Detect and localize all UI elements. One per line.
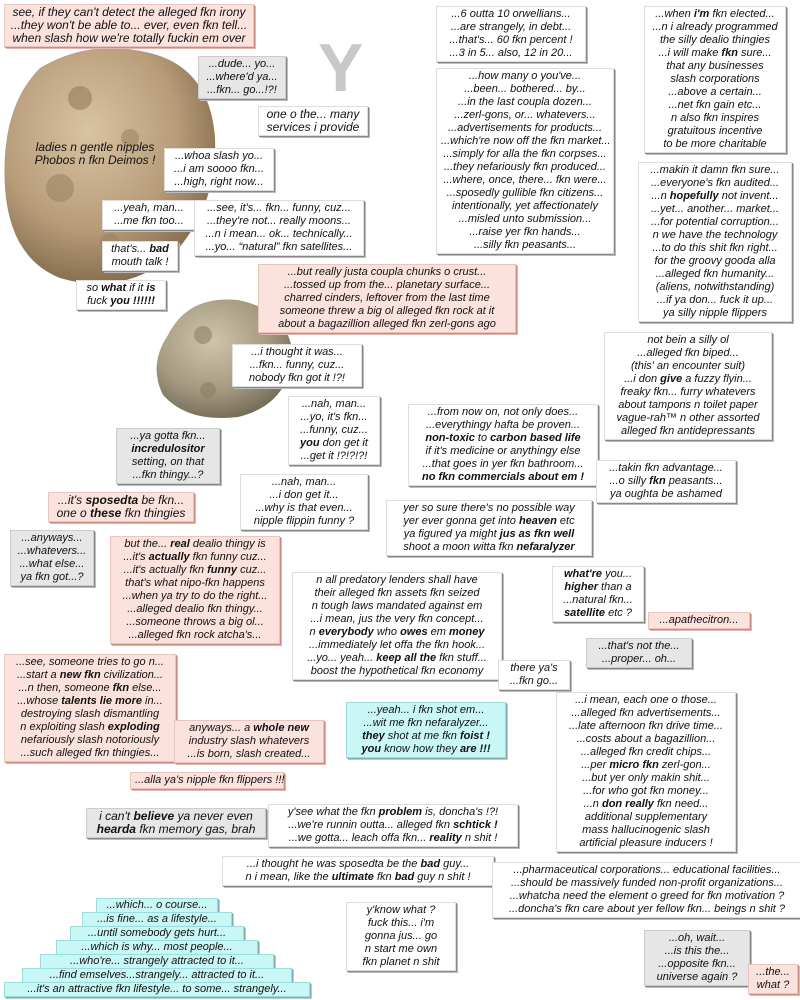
bubble-new-industry: anyways... a whole new industry slash whatevers ...is born, slash created... — [174, 720, 324, 763]
bubble-whoa: ...whoa slash yo... ...i am soooo fkn... ...high, right now... — [164, 148, 274, 191]
bubble-ladies: ladies n gentle nipples Phobos n fkn Deimos ! — [34, 140, 156, 167]
bubble-oh-wait: ...oh, wait... ...is this the... ...opposite fkn... universe again ? — [644, 930, 750, 986]
bubble-shot-em: ...yeah... i fkn shot em... ...wit me fkn nefaralyzer... they shot at me fkn foist ! you know how they are !!! — [346, 702, 506, 758]
bubble-bad-mouth: that's... bad mouth talk ! — [102, 241, 178, 271]
bubble-know-what: y'know what ? fuck this... i'm gonna jus... go n start me own fkn planet n shit — [346, 902, 456, 971]
bubble-lifestyle-1: ...which... o course... — [96, 898, 218, 913]
bubble-lifestyle-5: ...who're... strangely attracted to it... — [40, 954, 274, 969]
bubble-how-many: ...how many o you've... ...been... bothered... by... ...in the last coupla dozen... ...zerl-gons, or... whatevers... ...advertisements for products... ...which're now off the fkn market... ...simply for alla the fkn corpses... ...they nefariously fkn produced... ...where, once, there... fkn were... ...sposedly gullible fkn citizens... intentionally, yet affectionately ...misled unto submission... ...raise yer fkn hands... ...silly fkn peasants... — [436, 68, 614, 254]
bubble-civilization: ...see, someone tries to go n... ...start a new fkn civilization... ...n then, someone fkn else... ...whose talents lie more in... destroying slash dismantling n exploiting slash exploding nefariously slash notoriously ...such alleged fkn thingies... — [4, 654, 176, 762]
bubble-orwellians: ...6 outta 10 orwellians... ...are strangely, in debt... ...that's... 60 fkn percent ! ...3 in 5... also, 12 in 20... — [436, 6, 586, 62]
bubble-higher: what're you... higher than a ...natural fkn... satellite etc ? — [552, 566, 644, 622]
bubble-lifestyle-6: ...find emselves...strangely... attracted to it... — [22, 968, 292, 983]
bubble-lifestyle-3: ...until somebody gets hurt... — [70, 926, 244, 941]
bubble-yeahman: ...yeah, man... ...me fkn too... — [102, 200, 196, 230]
bubble-from-now-on: ...from now on, not only does... ...everythingy hafta be proven... non-toxic to carbon based life if it's medicine or anythingy else ...that goes in yer fkn bathroom... no fkn commercials about em ! — [408, 404, 598, 486]
bubble-heaven: yer so sure there's no possible way yer ever gonna get into heaven etc ya figured ya might jus as fkn well shoot a moon witta fkn nefaralyzer — [386, 500, 592, 556]
bubble-chunks: ...but really justa coupla chunks o crust... ...tossed up from the... planetary surface... charred cinders, leftover from the last time someone threw a big ol alleged fkn rock at it about a bagazillion alleged fkn zerl-gons ago — [258, 264, 516, 333]
bubble-flippers: ...alla ya's nipple fkn flippers !!! — [130, 772, 284, 789]
bubble-biped: not bein a silly ol ...alleged fkn biped... (this' an encounter suit) ...i don give a fuzzy flyin... freaky fkn... furry whatevers about tampons n toilet paper vague-rah™ n other assorted alleged fkn antidepressants — [604, 332, 772, 440]
logo-letter: Y — [318, 30, 364, 106]
bubble-elected: ...when i'm fkn elected... ...n i already programmed the silly dealio thingies ...i will make fkn sure... that any businesses slash corporations ...above a certain... ...net fkn gain etc... n also fkn inspires gratuitous incentive to be more charitable — [644, 6, 786, 153]
bubble-irony: see, if they can't detect the alleged fkn irony ...they won't be able to... ever, even fkn tell... when slash how we're totally fuckin em over — [4, 4, 254, 47]
bubble-dude: ...dude... yo... ...where'd ya... ...fkn... go...!?! — [198, 56, 286, 99]
bubble-incredulositor: ...ya gotta fkn... incredulositor setting, on that ...fkn thingy...? — [116, 428, 220, 484]
bubble-lenders: n all predatory lenders shall have their alleged fkn assets fkn seized n tough laws mandated against em ...i mean, jus the very fkn concept... n everybody who owes em money ...immediately let offa the fkn hook... ...yo... yeah... keep all the fkn stuff... boost the hypothetical fkn economy — [292, 572, 502, 680]
bubble-there-ya-go: there ya's ...fkn go... — [498, 660, 570, 690]
bubble-nah-yo: ...nah, man... ...yo, it's fkn... ...funny, cuz... you don get it ...get it !?!?!?! — [288, 396, 380, 465]
bubble-advertisements: ...i mean, each one o those... ...alleged fkn advertisements... ...late afternoon fkn drive time... ...costs about a bagazillion... ...alleged fkn credit chips... ...per micro fkn zerl-gon... ...but yer only makin shit... ...for who got fkn money... ...n don really fkn need... additional supplementary mass hallucinogenic slash artificial pleasure inducers ! — [556, 692, 736, 852]
bubble-thought: ...i thought it was... ...fkn... funny, cuz... nobody fkn got it !?! — [232, 344, 362, 387]
bubble-real-dealio: but the... real dealio thingy is ...it's actually fkn funny cuz... ...it's actually fkn funny cuz... that's what nipo-fkn happens ...when ya try to do the right... ...alleged dealio fkn thingy... ...someone throws a big ol... ...alleged fkn rock atcha's... — [110, 536, 280, 644]
bubble-apathecitron: ...apathecitron... — [648, 612, 750, 629]
bubble-pharma: ...pharmaceutical corporations... educational facilities... ...should be massively funded non-profit organizations... ...whatcha need the element o greed for fkn motivation ? ...doncha's fkn care about yer fellow fkn... beings n shit ? — [492, 862, 800, 918]
bubble-anyways: ...anyways... ...whatevers... ...what else... ya fkn got...? — [10, 530, 94, 586]
bubble-lifestyle-4: ...which is why... most people... — [56, 940, 258, 955]
bubble-memory-gas: i can't believe ya never even hearda fkn memory gas, brah — [86, 808, 266, 838]
bubble-nah-dont: ...nah, man... ...i don get it... ...why is that even... nipple flippin funny ? — [240, 474, 368, 530]
bubble-bad-guy: ...i thought he was sposedta be the bad guy... n i mean, like the ultimate fkn bad guy n shit ! — [222, 856, 494, 886]
bubble-lifestyle-7: ...it's an attractive fkn lifestyle... to some... strangely... — [4, 982, 310, 997]
bubble-problem: y'see what the fkn problem is, doncha's !?! ...we're runnin outta... alleged fkn schtick ! ...we gotta... leach offa fkn... reality n shit ! — [268, 804, 518, 847]
bubble-seeits: ...see, it's... fkn... funny, cuz... ...they're not... really moons... ...n i mean... ok... technically... ...yo... “natural” fkn satellites... — [194, 200, 364, 256]
bubble-proper: ...that's not the... ...proper... oh... — [586, 638, 692, 668]
bubble-sposedta: ...it's sposedta be fkn... one o these fkn thingies — [48, 492, 194, 522]
bubble-advantage: ...takin fkn advantage... ...o silly fkn peasants... ya oughta be ashamed — [596, 460, 736, 503]
bubble-the-what: ...the... what ? — [748, 964, 798, 994]
bubble-services: one o the... many services i provide — [258, 106, 368, 136]
bubble-lifestyle-2: ...is fine... as a lifestyle... — [82, 912, 232, 927]
bubble-audited: ...makin it damn fkn sure... ...everyone's fkn audited... ...n hopefully not invent... ...yet... another... market... ...for potential corruption... n we have the technology ...to do this shit fkn right... for the groovy gooda alla ...alleged fkn humanity... (aliens, notwithstanding) ...if ya don... fuck it up... ya silly nipple flippers — [638, 162, 792, 322]
bubble-so-what: so what if it is fuck you !!!!!! — [76, 280, 166, 310]
